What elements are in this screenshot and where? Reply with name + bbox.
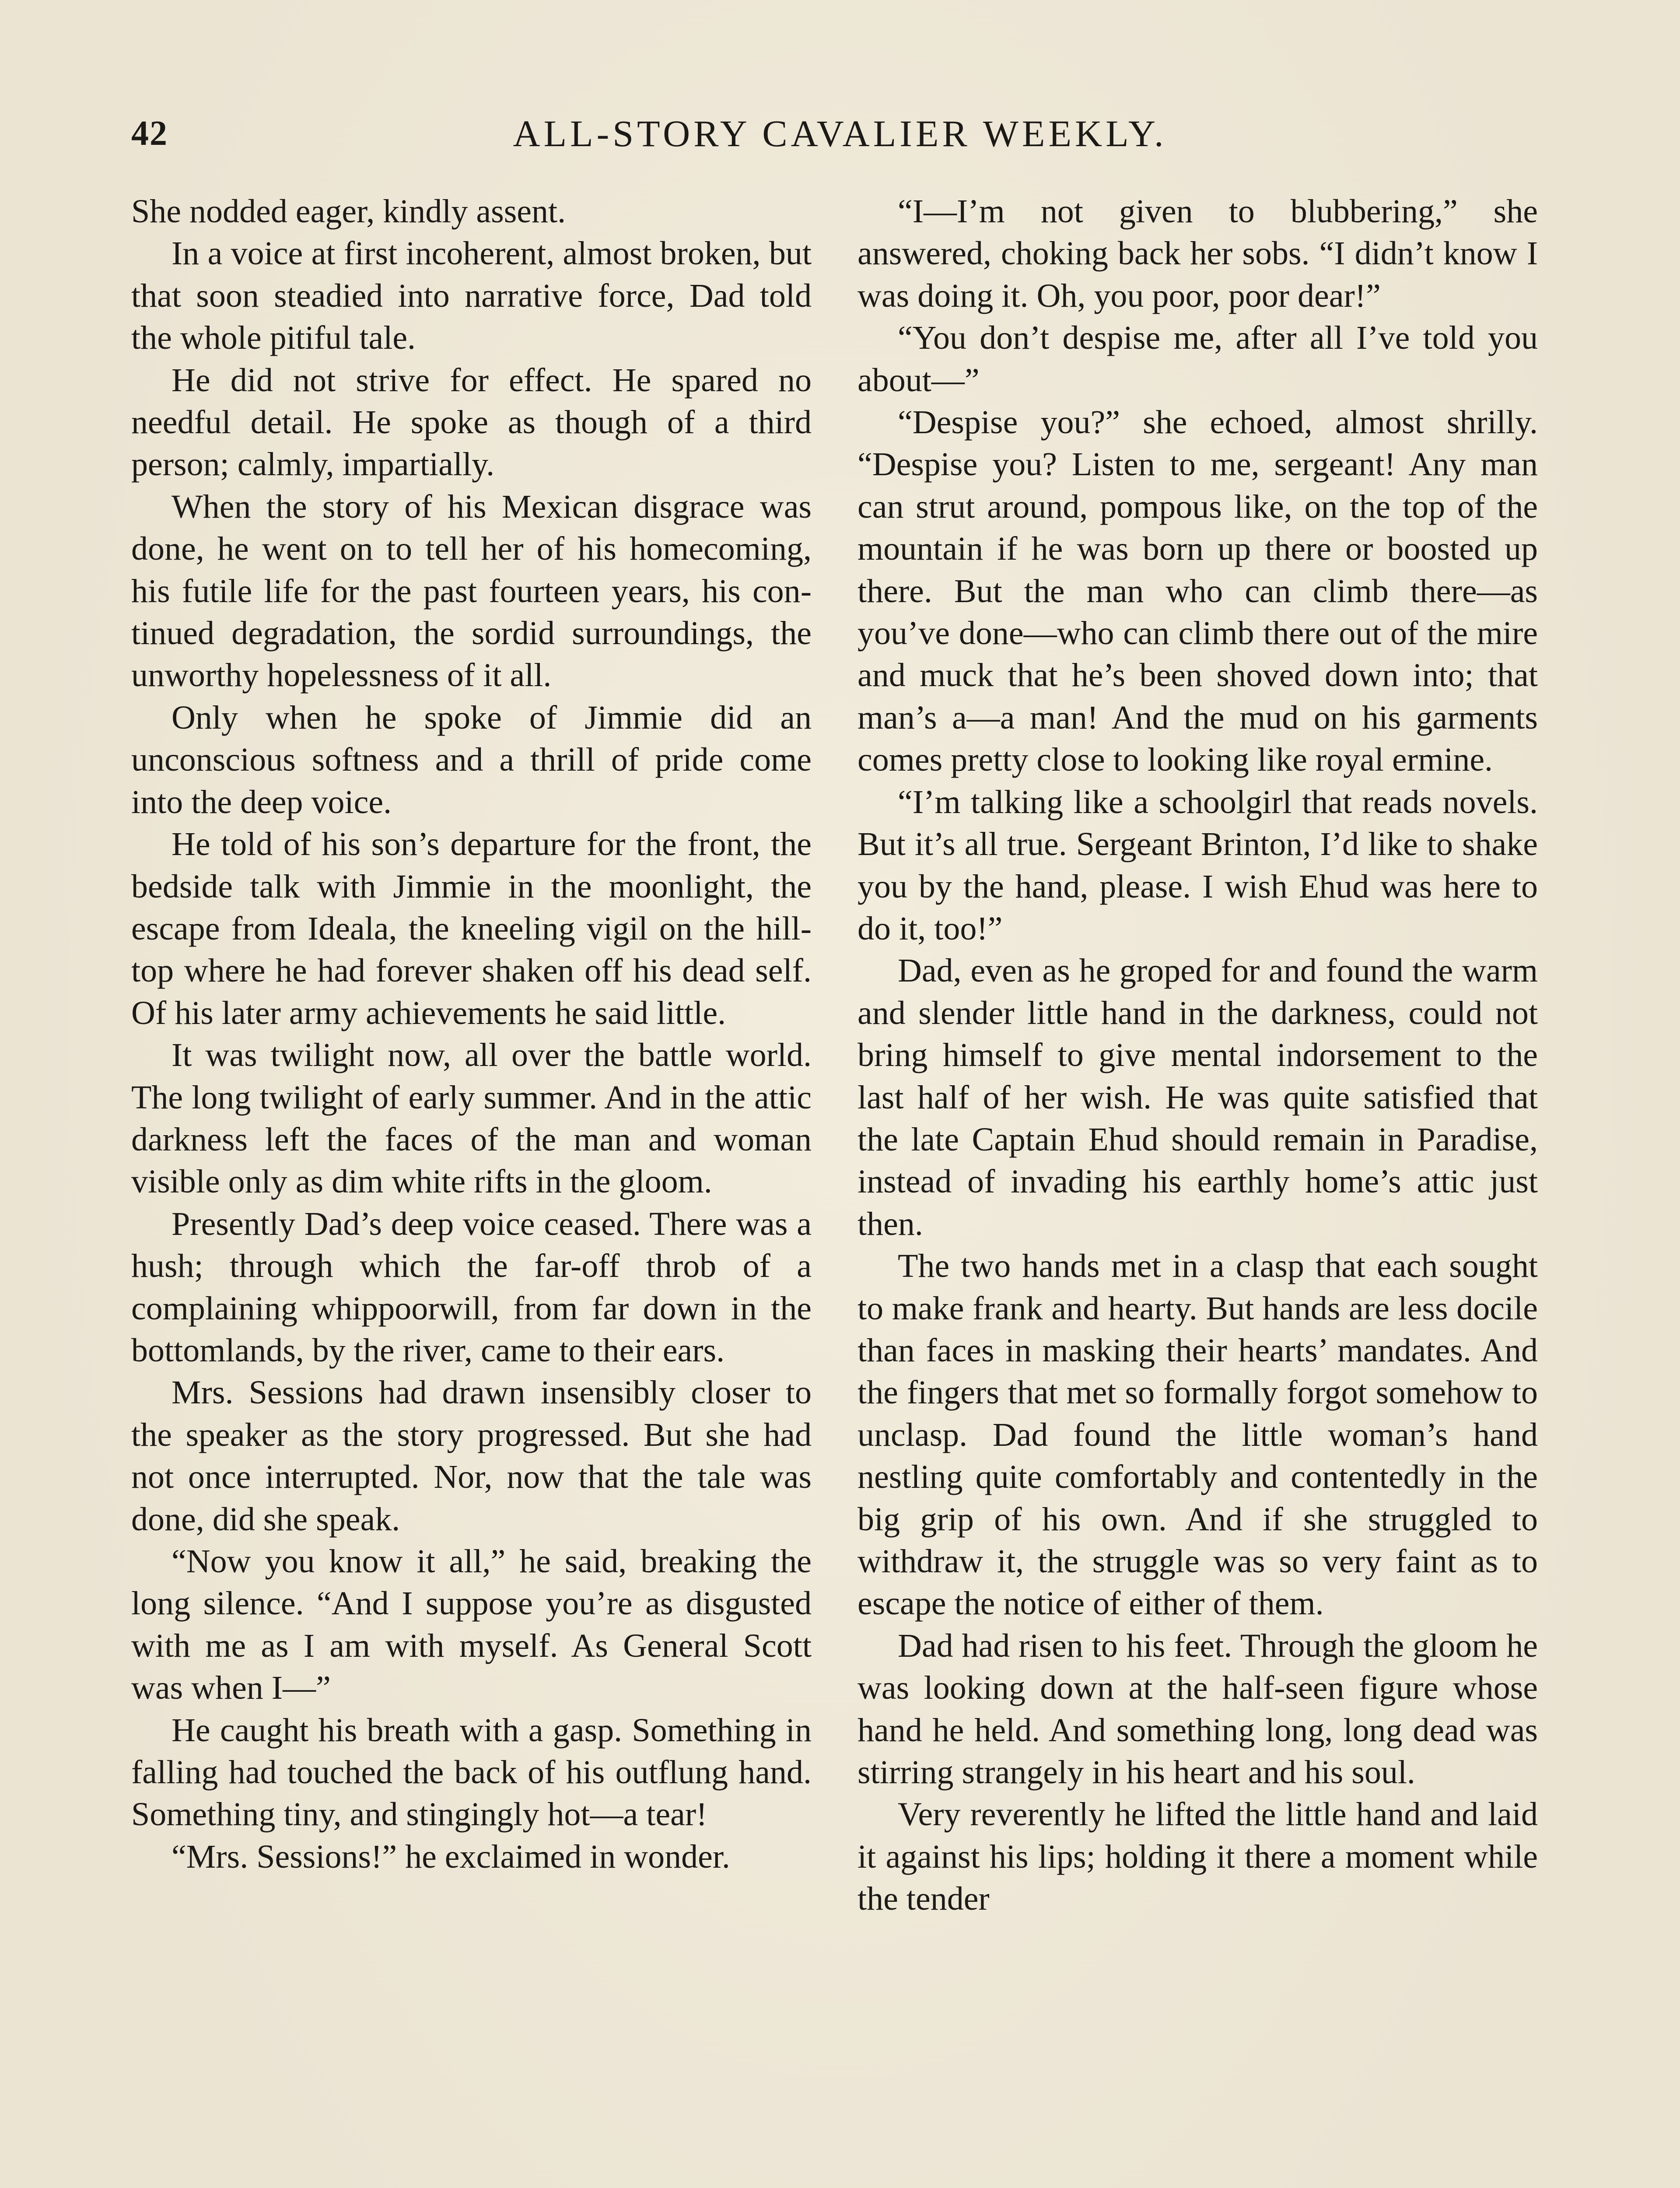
running-head: ALL-STORY CAVALIER WEEKLY.: [513, 112, 1167, 154]
paragraph: “Despise you?” she echoed, almost shrilly. “Despise you? Listen to me, sergeant! Any man can strut around, pompous like, on the top of the mountain if he was born up there or boosted up there. But the man who can climb there—as you’ve done—who can climb there out of the mire and muck that he’s been shoved down into; that man’s a—a man! And the mud on his garments comes pretty close to looking like royal ermine.: [858, 404, 1538, 778]
paragraph: Presently Dad’s deep voice ceased. There was a hush; through which the far-off throb of a complaining whippoorwill, from far down in the bottomlands, by the river, came to their ears.: [131, 1205, 812, 1369]
paragraph: The two hands met in a clasp that each sought to make frank and hearty. But hands are less docile than faces in masking their hearts’ mandates. And the fingers that met so formally forgot somehow to unclasp. Dad found the little woman’s hand nestling quite comfortably and contentedly in the big grip of his own. And if she struggled to withdraw it, the struggle was so very faint as to escape the notice of either of them.: [858, 1248, 1538, 1622]
paragraph: When the story of his Mexican disgrace was done, he went on to tell her of his homecoming, his futile life for the past fourteen years, his continued degradation, the sordid surroundings, the unworthy hopelessness of it all.: [131, 488, 812, 694]
page-header: [131, 101, 1549, 166]
right-column: [858, 190, 1538, 1920]
paragraph: Dad had risen to his feet. Through the gloom he was looking down at the half-seen figure whose hand he held. And something long, long dead was stirring strangely in his heart and his soul.: [858, 1627, 1538, 1791]
paragraph: He did not strive for effect. He spared no needful detail. He spoke as though of a third person; calmly, impartially.: [131, 361, 812, 483]
paragraph: “You don’t despise me, after all I’ve told you about—”: [858, 319, 1538, 399]
paragraph: Very reverently he lifted the little hand and laid it against his lips; holding it there a moment while the tender: [858, 1796, 1538, 1918]
paragraph: In a voice at first incoherent, almost broken, but that soon steadied into narrative force, Dad told the whole pitiful tale.: [131, 235, 812, 357]
paragraph: He caught his breath with a gasp. Something in falling had touched the back of his outflung hand. Something tiny, and stingingly hot—a tear!: [131, 1711, 812, 1833]
paragraph: Only when he spoke of Jimmie did an unconscious softness and a thrill of pride come into the deep voice.: [131, 699, 812, 820]
paragraph: She nodded eager, kindly assent.: [131, 193, 566, 230]
paragraph: “Mrs. Sessions!” he exclaimed in wonder.: [172, 1838, 730, 1875]
paragraph: “I—I’m not given to blubbering,” she answered, choking back her sobs. “I didn’t know I was doing it. Oh, you poor, poor dear!”: [858, 193, 1538, 314]
paragraph: “Now you know it all,” he said, breaking the long silence. “And I suppose you’re as disgusted with me as I am with myself. As General Scott was when I—”: [131, 1543, 812, 1707]
left-column: [131, 190, 812, 1878]
paragraph: “I’m talking like a schoolgirl that reads novels. But it’s all true. Sergeant Brinton, I’d like to shake you by the hand, please. I wish Ehud was here to do it, too!”: [858, 783, 1538, 947]
paragraph: He told of his son’s departure for the front, the bedside talk with Jimmie in the moonlight, the escape from Ideala, the kneeling vigil on the hilltop where he had forever shaken off his dead self. Of his later army achievements he said little.: [131, 826, 812, 1031]
page-number: 42: [131, 114, 168, 153]
paragraph: It was twilight now, all over the battle world. The long twilight of early summer. And in the attic darkness left the faces of the man and woman visible only as dim white rifts in the gloom.: [131, 1037, 812, 1200]
paragraph: Mrs. Sessions had drawn insensibly closer to the speaker as the story progressed. But she had not once interrupted. Nor, now that the tale was done, did she speak.: [131, 1374, 812, 1538]
paragraph: Dad, even as he groped for and found the warm and slender little hand in the darkness, could not bring himself to give mental indorsement to the last half of her wish. He was quite satisfied that the late Captain Ehud should remain in Paradise, instead of invading his earthly home’s attic just then.: [858, 952, 1538, 1242]
